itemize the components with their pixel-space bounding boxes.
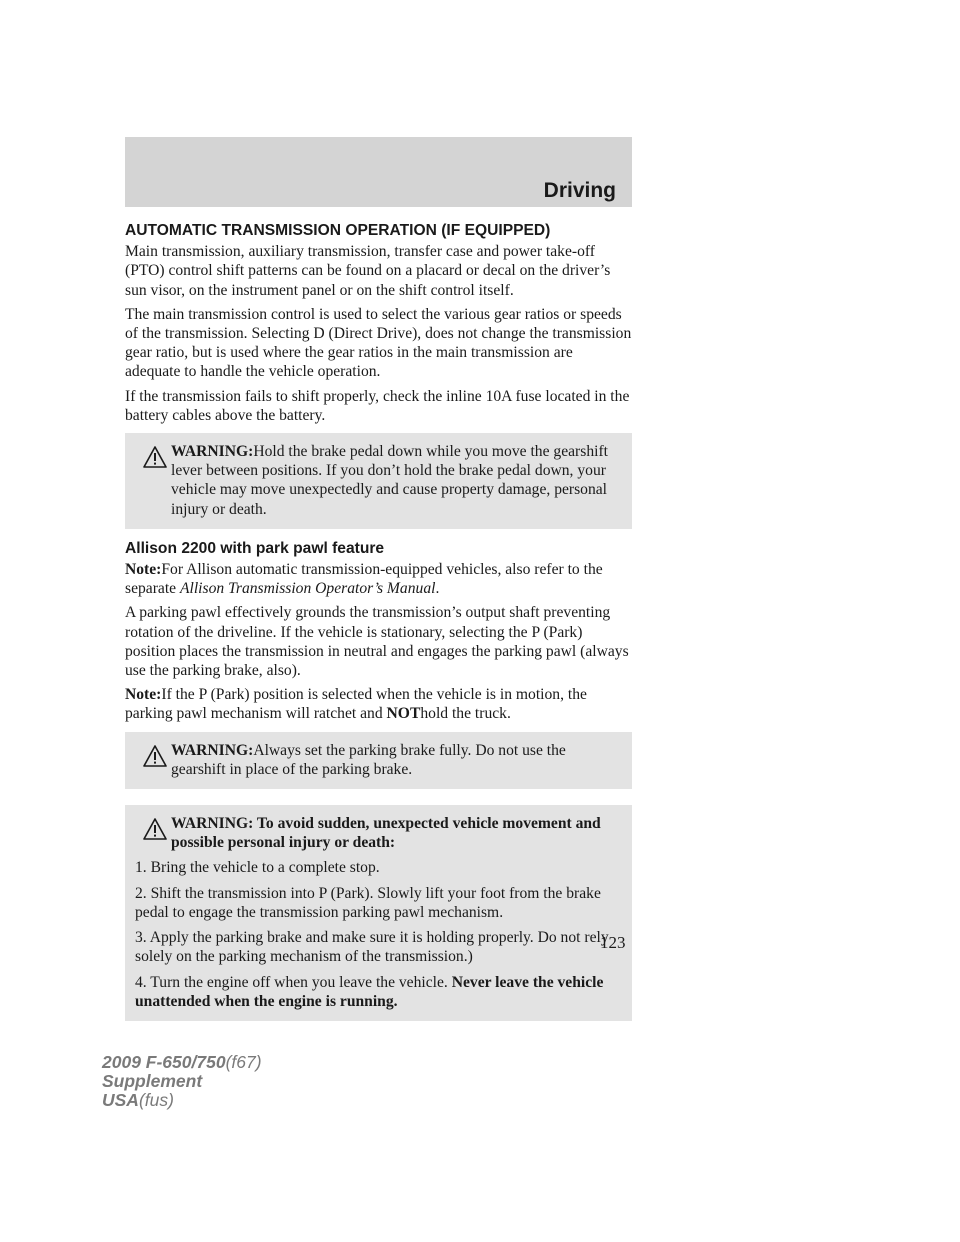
warning-heading: WARNING: To avoid sudden, unexpected vehicle movement and possible personal injury or death: xyxy=(171,815,601,852)
warning-box-park-procedure xyxy=(125,805,632,1021)
note-label: Note: xyxy=(125,561,162,579)
warning-text: Always set the parking brake fully. Do not use the gearshift in place of the parking brake. xyxy=(171,741,566,778)
step-item: 1. Bring the vehicle to a complete stop. xyxy=(135,859,380,877)
warning-triangle-icon xyxy=(143,818,167,840)
footer-doc-type: Supplement xyxy=(102,1071,203,1091)
warning-label: WARNING: xyxy=(171,741,254,759)
note-paragraph: Note:If the P (Park) position is selected when the vehicle is in motion, the parking pawl mechanism will ratchet and NOThold the truck. xyxy=(125,686,587,723)
section-title: Driving xyxy=(543,179,616,202)
warning-triangle-icon xyxy=(143,745,167,767)
paragraph: If the transmission fails to shift properly, check the inline 10A fuse located in the battery cables above the battery. xyxy=(125,387,630,424)
paragraph: Main transmission, auxiliary transmission, transfer case and power take-off (PTO) control shift patterns can be found on a placard or decal on the driver’s sun visor, on the instrument panel or on the shift control itself. xyxy=(125,243,611,299)
note-label: Note: xyxy=(125,686,162,704)
footer-market: USA xyxy=(102,1090,139,1110)
paragraph: The main transmission control is used to select the various gear ratios or speeds of the transmission. Selecting D (Direct Drive), does not change the transmission gear ratio, but is used where the gear ratios in the main transmission are adequate to handle the vehicle operation. xyxy=(125,305,632,381)
step-item: 2. Shift the transmission into P (Park). Slowly lift your foot from the brake pedal to engage the transmission parking pawl mechanism. xyxy=(135,884,601,921)
warning-box-brake-pedal xyxy=(125,433,632,529)
warning-box-parking-brake xyxy=(125,732,632,789)
footer-market-code: (fus) xyxy=(138,1090,174,1110)
section-header-band xyxy=(125,137,632,207)
page-content xyxy=(125,221,632,1031)
step-item: 4. Turn the engine off when you leave the vehicle. Never leave the vehicle unattended when the engine is running. xyxy=(135,973,604,1010)
warning-label: WARNING: xyxy=(171,443,254,461)
note-paragraph: Note:For Allison automatic transmission-equipped vehicles, also refer to the separate Allison Transmission Operator’s Manual. xyxy=(125,561,603,598)
section-heading-allison: Allison 2200 with park pawl feature xyxy=(125,539,385,557)
page-number: 123 xyxy=(600,933,626,952)
step-item: 3. Apply the parking brake and make sure it is holding properly. Do not rely solely on the parking mechanism of the transmission.) xyxy=(135,929,609,966)
manual-title: Allison Transmission Operator’s Manual xyxy=(179,580,436,598)
warning-triangle-icon xyxy=(143,446,167,468)
paragraph: A parking pawl effectively grounds the transmission’s output shaft preventing rotation of the driveline. If the vehicle is stationary, selecting the P (Park) position places the transmission in neutral and engages the parking pawl (always use the parking brake, also). xyxy=(125,604,629,680)
section-heading-automatic-transmission: AUTOMATIC TRANSMISSION OPERATION (IF EQUIPPED) xyxy=(125,222,551,239)
warning-text: Hold the brake pedal down while you move the gearshift lever between positions. If you don’t hold the brake pedal down, your vehicle may move unexpectedly and cause property damage, personal injury or death. xyxy=(171,443,608,518)
footer-model-code: (f67) xyxy=(225,1052,262,1072)
document-footer xyxy=(102,1053,262,1110)
footer-model: 2009 F-650/750 xyxy=(102,1052,226,1072)
